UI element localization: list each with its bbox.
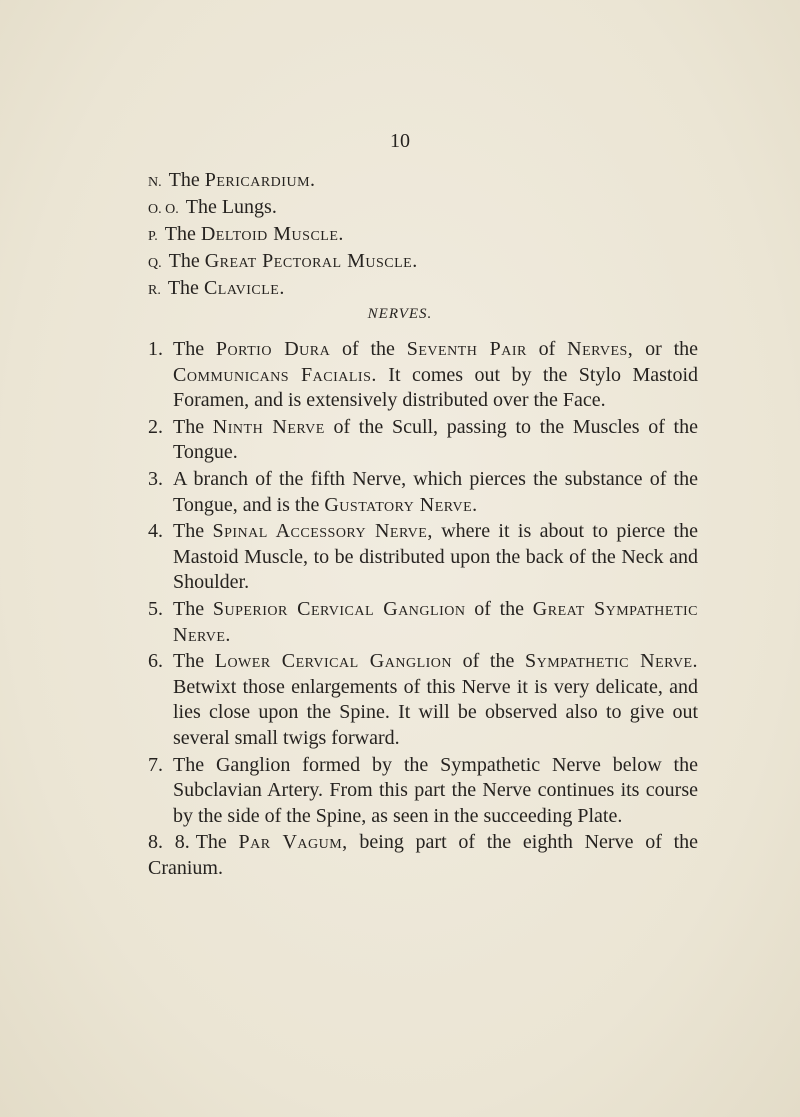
nerve-name-caps: Seventh Pair bbox=[406, 338, 527, 360]
nerve-name-caps: Superior Cervical Ganglion bbox=[212, 597, 466, 620]
nerve-text: of bbox=[526, 338, 568, 360]
nerve-number: 8. 8. bbox=[148, 831, 190, 854]
nerve-number: 7. bbox=[148, 753, 163, 776]
nerve-name-caps: Lower Cervical Ganglion bbox=[214, 650, 453, 673]
section-heading: NERVES. bbox=[367, 306, 433, 322]
nerve-text: of the Scull, passing to the Muscles of the Tongue. bbox=[173, 415, 698, 464]
nerve-description bbox=[173, 338, 698, 411]
nerve-description bbox=[173, 468, 698, 516]
nerve-name-caps: Nerves, bbox=[567, 338, 634, 360]
nerve-name-caps: Gustatory Nerve. bbox=[324, 493, 478, 516]
lettered-item bbox=[148, 222, 708, 249]
item-caps-text: Clavicle. bbox=[203, 277, 285, 299]
nerve-item bbox=[148, 467, 698, 518]
lettered-item bbox=[148, 276, 708, 303]
item-caps-text: Deltoid Muscle. bbox=[200, 223, 344, 245]
nerve-name-caps: Portio Dura bbox=[215, 338, 331, 360]
item-text: The bbox=[168, 250, 205, 272]
item-key: Q. bbox=[148, 256, 162, 271]
nerve-number: 1. bbox=[148, 338, 163, 360]
nerve-item bbox=[148, 753, 698, 830]
nerve-text: The bbox=[173, 415, 213, 438]
nerve-text: or the bbox=[633, 338, 698, 360]
nerve-item bbox=[148, 649, 698, 751]
nerve-text: being part of the eighth Nerve of the Cranium. bbox=[148, 831, 698, 879]
nerve-description bbox=[173, 754, 698, 827]
nerve-item bbox=[148, 830, 698, 881]
lettered-reference-list bbox=[148, 168, 708, 303]
nerve-description bbox=[173, 520, 698, 593]
nerve-item bbox=[148, 519, 698, 596]
nerve-text: The bbox=[173, 520, 213, 543]
nerve-number: 4. bbox=[148, 520, 163, 543]
nerve-description bbox=[173, 416, 698, 464]
item-text: The bbox=[167, 277, 204, 299]
item-caps-text: Pericardium. bbox=[204, 169, 316, 191]
page-number: 10 bbox=[390, 130, 410, 152]
nerve-name-caps: Great Sympathetic Nerve. bbox=[173, 597, 698, 646]
item-caps-text: Great Pectoral Muscle. bbox=[204, 250, 418, 272]
nerve-text: The bbox=[173, 338, 216, 360]
nerve-number: 6. bbox=[148, 650, 163, 673]
item-text: The bbox=[164, 223, 201, 245]
nerve-text: Betwixt those enlargements of this Nerve it is very delicate, and lies close upon the Spine. It will be observed also to give out several small twigs forward. bbox=[173, 675, 698, 749]
nerve-item bbox=[148, 597, 698, 648]
item-key: P. bbox=[148, 229, 158, 244]
nerve-number: 2. bbox=[148, 415, 163, 438]
nerve-text: of the bbox=[330, 338, 407, 360]
item-text: The Lungs. bbox=[185, 196, 277, 218]
nerve-reference-list bbox=[148, 337, 698, 882]
nerve-text: The bbox=[173, 650, 215, 673]
nerve-description bbox=[173, 598, 698, 646]
item-key: N. bbox=[148, 175, 162, 190]
nerve-description bbox=[148, 831, 698, 879]
nerve-text: The bbox=[173, 597, 213, 620]
nerve-name-caps: Spinal Accessory Nerve, bbox=[212, 520, 433, 543]
nerve-text: A branch of the fifth Nerve, which pierces the substance of the Tongue, and is the bbox=[173, 467, 698, 516]
nerve-text: of the bbox=[452, 650, 525, 673]
lettered-item bbox=[148, 168, 708, 195]
item-key: O. O. bbox=[148, 202, 179, 217]
nerve-name-caps: Communicans Facialis. bbox=[173, 363, 377, 386]
lettered-item bbox=[148, 249, 708, 276]
item-key: R. bbox=[148, 283, 161, 298]
nerve-description bbox=[173, 650, 698, 749]
nerve-text: where it is about to pierce the Mastoid Muscle, to be distributed upon the back of the Neck and Shoulder. bbox=[173, 520, 698, 594]
nerve-item bbox=[148, 337, 698, 414]
item-text: The bbox=[168, 169, 205, 191]
nerve-number: 5. bbox=[148, 597, 163, 620]
nerve-text: The bbox=[195, 831, 239, 854]
nerve-name-caps: Sympathetic Nerve. bbox=[525, 650, 699, 673]
nerve-name-caps: Ninth Nerve bbox=[212, 415, 325, 438]
nerve-text: of the bbox=[465, 597, 533, 620]
lettered-item bbox=[148, 195, 708, 222]
nerve-number: 3. bbox=[148, 467, 163, 490]
nerve-item bbox=[148, 415, 698, 466]
nerve-text: It comes out by the Stylo Mastoid Foramen, and is extensively distributed over the Face. bbox=[173, 363, 699, 412]
nerve-name-caps: Par Vagum, bbox=[238, 831, 348, 854]
nerve-text: The Ganglion formed by the Sympathetic Nerve below the Subclavian Artery. From this part the Nerve continues its course by the side of the Spine, as seen in the succeeding Plate. bbox=[173, 753, 698, 827]
